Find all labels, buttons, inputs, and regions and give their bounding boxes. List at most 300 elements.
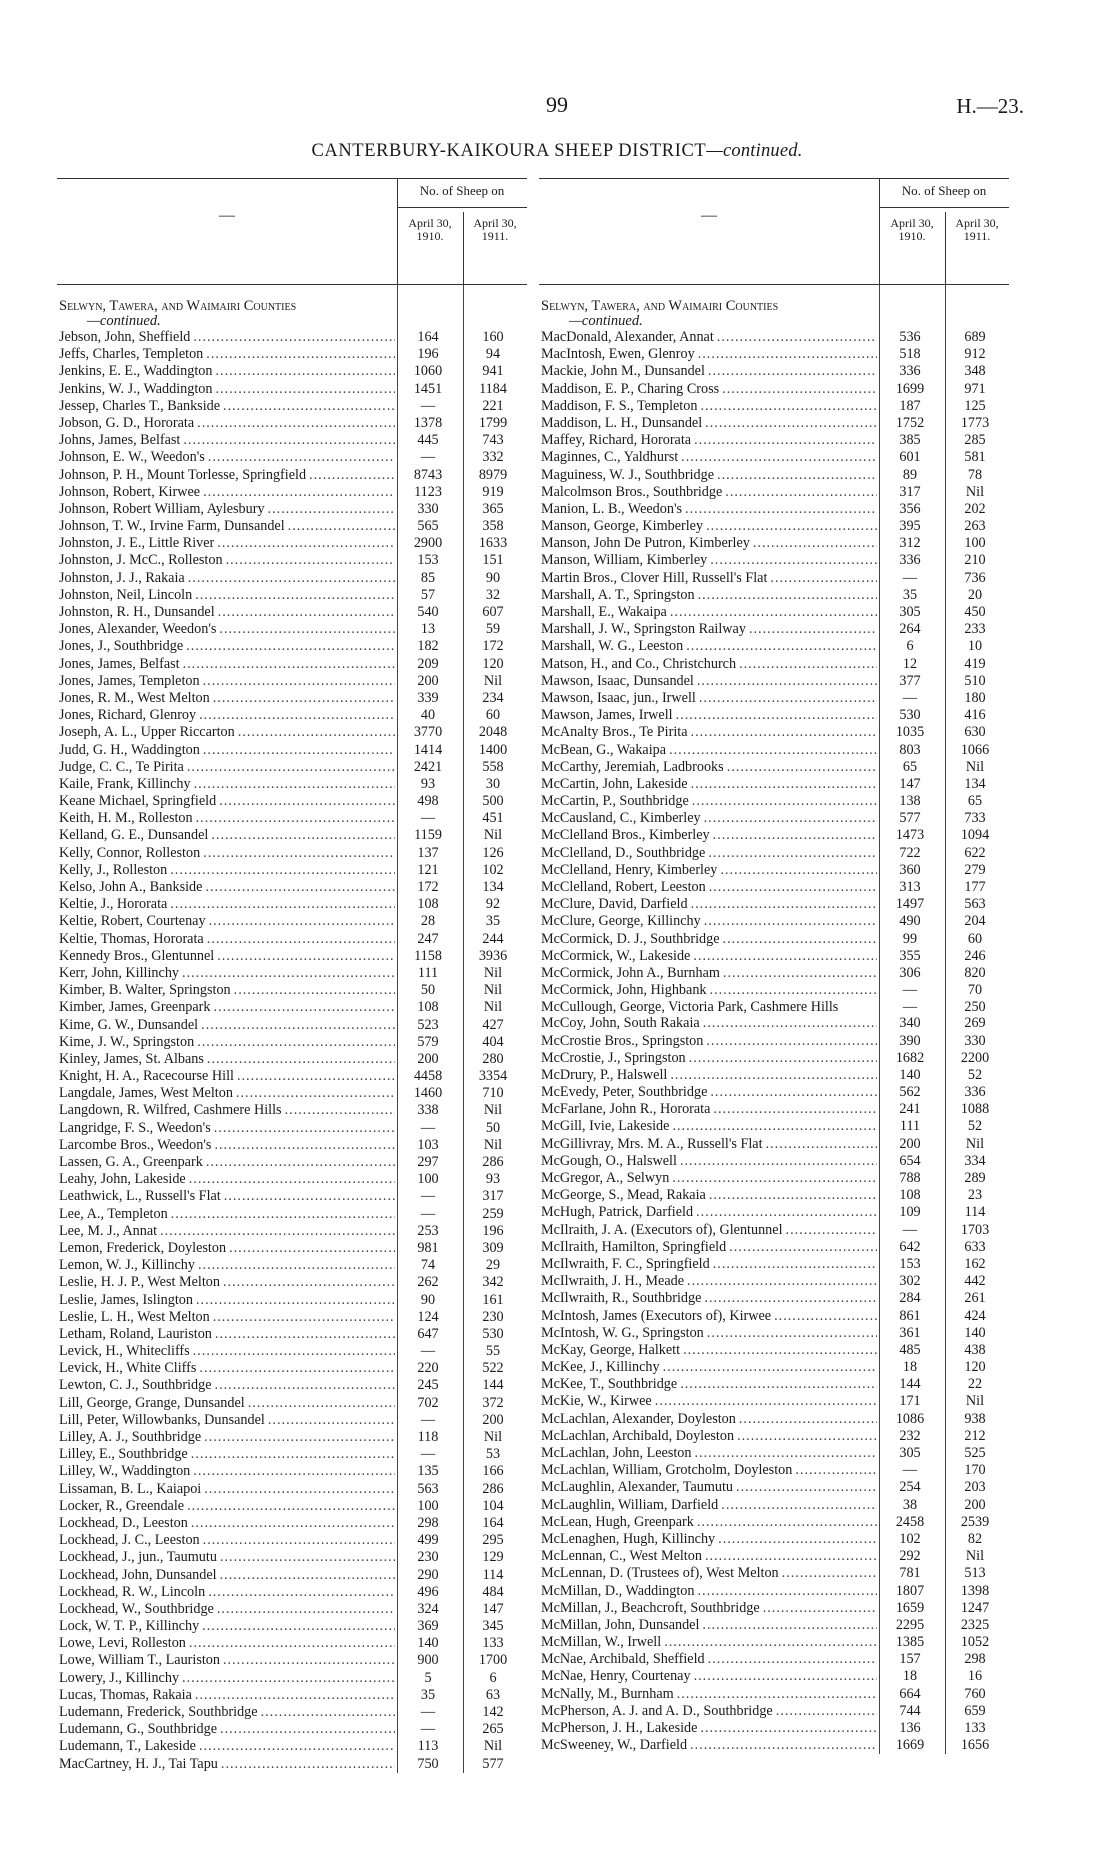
sheep-1910: 253	[417, 1222, 439, 1239]
owner-name-text: Ludemann, T., Lakeside	[59, 1738, 196, 1755]
owner-name	[539, 432, 877, 449]
owner-name-text: Joseph, A. L., Upper Riccarton	[59, 724, 235, 741]
sheep-1910: —	[420, 1721, 436, 1738]
sheep-1911: 280	[482, 1050, 504, 1067]
table-row	[57, 742, 527, 759]
table-row	[539, 1651, 1009, 1668]
owner-name	[57, 913, 395, 930]
sheep-1911: 265	[482, 1721, 504, 1738]
sheep-1910: 562	[899, 1084, 921, 1101]
sheep-1911: Nil	[965, 483, 985, 500]
sheep-1910: 111	[899, 1118, 921, 1135]
table-row	[539, 1514, 1009, 1531]
owner-name	[539, 570, 877, 587]
owner-name-text: McLennan, C., West Melton	[541, 1548, 702, 1565]
owner-name	[539, 1634, 877, 1651]
table-row	[539, 896, 1009, 913]
sheep-1910: 390	[899, 1032, 921, 1049]
owner-name	[57, 501, 395, 518]
sheep-1910: 93	[420, 775, 436, 792]
leader-dots	[701, 1290, 877, 1307]
owner-name-text: McClelland, D., Southbridge	[541, 844, 706, 861]
owner-name	[57, 1206, 395, 1223]
owner-name	[57, 724, 395, 741]
sheep-1911: 23	[967, 1187, 983, 1204]
table-row	[539, 1497, 1009, 1514]
owner-name	[57, 1498, 395, 1515]
sheep-1910: 377	[899, 672, 921, 689]
owner-name	[539, 604, 877, 621]
leader-dots	[677, 1376, 877, 1393]
owner-name	[57, 1034, 395, 1051]
sheep-1911: 134	[482, 879, 504, 895]
owner-name-text: Ludemann, Frederick, Southbridge	[59, 1704, 258, 1720]
sheep-1911: 365	[482, 500, 504, 517]
sheep-1910: 722	[899, 844, 921, 861]
owner-name	[57, 1635, 395, 1652]
owner-name	[539, 535, 877, 552]
sheep-1910: 65	[902, 758, 918, 775]
owner-name	[57, 656, 395, 673]
owner-name-text: Levick, H., White Cliffs	[59, 1360, 197, 1377]
table-row	[57, 501, 527, 518]
sheep-1911: Nil	[483, 672, 503, 689]
sheep-1911: Nil	[483, 1136, 503, 1153]
sheep-1910: 445	[417, 432, 439, 449]
owner-name	[539, 1497, 877, 1514]
table-row	[539, 1359, 1009, 1376]
owner-name	[539, 793, 877, 810]
sheep-1911: 250	[964, 999, 986, 1016]
owner-name	[539, 467, 877, 484]
owner-name-text: Lill, George, Grange, Dunsandel	[59, 1394, 245, 1411]
owner-name	[57, 742, 395, 759]
table-row	[57, 1223, 527, 1240]
sheep-1910: 38	[902, 1496, 918, 1513]
owner-name-text: McNally, M., Burnham	[541, 1685, 674, 1702]
sheep-1910: —	[902, 569, 918, 586]
leader-dots	[703, 518, 877, 535]
leader-dots	[707, 1084, 877, 1101]
leader-dots	[706, 879, 877, 896]
owner-name-text: McCartin, P., Southbridge	[541, 793, 689, 810]
leader-dots	[694, 673, 877, 690]
sheep-1911: 510	[964, 672, 986, 689]
leader-dots	[210, 1309, 395, 1326]
leader-dots	[212, 1326, 395, 1343]
sheep-1911: 8979	[478, 466, 508, 483]
owner-name	[57, 1377, 395, 1394]
owner-name-text: Jessep, Charles T., Bankside	[59, 397, 221, 414]
sheep-1910: 861	[899, 1307, 921, 1324]
sheep-1911: 1773	[960, 414, 990, 431]
owner-name-text: McKie, W., Kirwee	[541, 1393, 652, 1410]
sheep-1911: 1094	[960, 827, 990, 844]
owner-name-text: Maginnes, C., Yaldhurst	[541, 449, 679, 466]
sheep-1911: 170	[964, 1462, 986, 1479]
table-row	[57, 810, 527, 827]
sheep-1910: 306	[899, 964, 921, 981]
leader-dots	[282, 1102, 395, 1119]
leader-dots	[694, 1583, 877, 1600]
leader-dots	[695, 587, 877, 604]
owner-name-text: McNae, Henry, Courtenay	[541, 1668, 691, 1685]
sheep-1910: 297	[417, 1154, 439, 1170]
owner-name-text: Knight, H. A., Racecourse Hill	[59, 1068, 234, 1085]
table-row	[539, 1720, 1009, 1737]
owner-name-text: Jenkins, W. J., Waddington	[59, 380, 213, 397]
sheep-1911: 200	[482, 1411, 504, 1428]
table-row	[539, 1479, 1009, 1496]
owner-name	[539, 1583, 877, 1600]
leader-dots	[179, 1670, 395, 1687]
leader-dots	[196, 707, 395, 724]
sheep-1910: 209	[417, 655, 439, 672]
leader-dots	[190, 329, 395, 346]
owner-name	[57, 776, 395, 793]
sheep-1911: 53	[485, 1446, 501, 1463]
sheep-1910: 530	[899, 707, 921, 724]
table-row	[539, 1067, 1009, 1084]
owner-name	[57, 398, 395, 415]
owner-name-text: Jones, J., Southbridge	[59, 638, 184, 655]
owner-name-text: Mawson, Isaac, Dunsandel	[541, 672, 694, 689]
leader-dots	[234, 1068, 395, 1085]
owner-name-text: McDrury, P., Halswell	[541, 1066, 668, 1083]
table-row	[539, 1153, 1009, 1170]
owner-name	[539, 810, 877, 827]
sheep-1911: 140	[964, 1324, 986, 1341]
owner-name	[57, 1704, 395, 1721]
owner-name-text: McMillan, W., Irwell	[541, 1634, 662, 1651]
leader-dots	[258, 1704, 395, 1721]
sheep-1911: 82	[967, 1530, 983, 1547]
table-row	[539, 1222, 1009, 1239]
sheep-1911: 230	[482, 1308, 504, 1325]
owner-name-text: Langdown, R. Wilfred, Cashmere Hills	[59, 1102, 282, 1119]
sheep-1911: Nil	[483, 827, 503, 844]
owner-name-text: McKay, George, Halkett	[541, 1341, 681, 1358]
leader-dots	[720, 965, 877, 982]
sheep-1911: 244	[482, 930, 504, 947]
sheep-1911: 820	[964, 964, 986, 981]
table-row	[57, 1171, 527, 1188]
sheep-1910: 369	[417, 1618, 439, 1635]
sheep-1910: 108	[417, 896, 439, 913]
sheep-1910: 305	[899, 604, 921, 620]
sheep-1910: 200	[417, 672, 439, 689]
owner-name-text: McPherson, J. H., Lakeside	[541, 1720, 698, 1736]
sheep-1910: 121	[417, 861, 439, 878]
owner-name	[539, 1359, 877, 1376]
sheep-1910: 99	[902, 930, 918, 947]
sheep-1910: 74	[420, 1257, 436, 1274]
table-row	[539, 1393, 1009, 1410]
owner-name-text: MacDonald, Alexander, Annat	[541, 329, 714, 345]
owner-name-text: Lockhead, J. C., Leeston	[59, 1532, 200, 1549]
table-row	[57, 1137, 527, 1154]
table-row	[539, 1703, 1009, 1720]
leader-dots	[306, 467, 395, 484]
table-row	[539, 432, 1009, 449]
sheep-1911: 941	[482, 363, 504, 380]
owner-name-text: Lowe, Levi, Rolleston	[59, 1635, 186, 1652]
sheep-1911: 22	[967, 1376, 983, 1393]
owner-name	[539, 363, 877, 380]
owner-name-text: Jenkins, E. E., Waddington	[59, 363, 213, 380]
sheep-1910: —	[420, 449, 436, 466]
sheep-1911: 442	[964, 1273, 986, 1290]
owner-name-text: McGough, O., Halswell	[541, 1152, 677, 1169]
leader-dots	[191, 776, 395, 793]
table-row	[539, 1617, 1009, 1634]
sheep-1911: 348	[964, 363, 986, 380]
sheep-1910: —	[420, 1704, 436, 1720]
leader-dots	[690, 948, 877, 965]
owner-name-text: Lockhead, W., Southbridge	[59, 1600, 214, 1617]
sheep-1910: —	[420, 1446, 436, 1463]
table-row	[57, 1704, 527, 1721]
table-row	[539, 1033, 1009, 1050]
owner-name	[57, 1446, 395, 1463]
owner-name	[57, 1721, 395, 1738]
sheep-1911: 530	[482, 1325, 504, 1342]
owner-name-text: McBean, G., Wakaipa	[541, 741, 667, 758]
leader-dots	[205, 1584, 395, 1601]
owner-name	[539, 1325, 877, 1342]
sheep-1911: 203	[964, 1479, 986, 1496]
sheep-count-header: No. of Sheep on	[419, 183, 505, 198]
owner-name	[57, 862, 395, 879]
sheep-1911: 513	[964, 1565, 986, 1582]
table-row	[57, 415, 527, 432]
sheep-1911: 633	[964, 1238, 986, 1255]
table-row	[57, 1738, 527, 1755]
table-row	[57, 398, 527, 415]
leader-dots	[689, 793, 877, 810]
owner-name	[57, 982, 395, 999]
table-row	[57, 759, 527, 776]
leader-dots	[736, 656, 877, 673]
sheep-1911: 172	[482, 638, 504, 655]
sheep-1910: 523	[417, 1016, 439, 1033]
table-row	[57, 604, 527, 621]
owner-name-text: Langridge, F. S., Weedon's	[59, 1119, 211, 1136]
owner-name	[57, 1240, 395, 1257]
table-row	[539, 1239, 1009, 1256]
table-row	[57, 982, 527, 999]
owner-name-text: McEvedy, Peter, Southbridge	[541, 1084, 708, 1101]
leader-dots	[214, 1601, 395, 1618]
title-main: CANTERBURY-KAIKOURA SHEEP DISTRICT	[311, 141, 707, 161]
owner-name	[57, 1017, 395, 1034]
table-row	[57, 1360, 527, 1377]
table-row	[539, 1290, 1009, 1307]
sheep-1911: 971	[964, 380, 986, 397]
sheep-1910: 40	[420, 707, 436, 724]
sheep-1911: 659	[964, 1702, 986, 1719]
leader-dots	[710, 827, 877, 844]
owner-name	[539, 1170, 877, 1187]
owner-name	[539, 1153, 877, 1170]
sheep-1910: 220	[417, 1360, 439, 1377]
table-row	[539, 913, 1009, 930]
owner-name-text: Kinley, James, St. Albans	[59, 1050, 204, 1067]
leader-dots	[192, 1687, 395, 1704]
owner-name	[57, 810, 395, 827]
leader-dots	[265, 1412, 395, 1429]
sheep-1911: 1400	[478, 741, 508, 758]
sheep-1911: 59	[485, 621, 501, 638]
table-row	[57, 1601, 527, 1618]
leader-dots	[199, 1618, 395, 1635]
sheep-1910: 702	[417, 1394, 439, 1411]
table-row	[57, 1051, 527, 1068]
sheep-1911: 202	[964, 500, 986, 517]
owner-name	[57, 999, 395, 1016]
owner-name-text: Manson, John De Putron, Kimberley	[541, 535, 750, 552]
table-row	[57, 1515, 527, 1532]
owner-name-text: Johnson, Robert, Kirwee	[59, 483, 201, 500]
sheep-1911: 710	[482, 1085, 504, 1102]
sheep-1911: 104	[482, 1497, 504, 1514]
sheep-1910: 579	[417, 1033, 439, 1050]
leader-dots	[767, 570, 877, 587]
sheep-1911: 295	[482, 1532, 504, 1549]
owner-name	[57, 638, 395, 655]
sheep-1910: 153	[417, 552, 439, 569]
owner-name-text: McAnalty Bros., Te Pirita	[541, 724, 688, 741]
sheep-1910: 1659	[895, 1599, 925, 1616]
leader-dots	[203, 346, 395, 363]
sheep-1910: 664	[899, 1685, 921, 1702]
table-row	[57, 1206, 527, 1223]
page-title	[0, 141, 1114, 162]
owner-name-text: Mawson, Isaac, jun., Irwell	[541, 689, 696, 706]
owner-name-text: McKee, J., Killinchy	[541, 1359, 660, 1376]
sheep-1911: 332	[482, 449, 504, 466]
table-row	[539, 638, 1009, 655]
owner-name-text: Keltie, J., Hororata	[59, 896, 168, 913]
owner-name	[57, 1618, 395, 1635]
table-row	[539, 1118, 1009, 1135]
owner-name-text: Jones, James, Templeton	[59, 672, 200, 689]
sheep-1911: 298	[964, 1651, 986, 1668]
owner-name-text: Jebson, John, Sheffield	[59, 329, 191, 345]
table-row	[57, 690, 527, 707]
right-column	[539, 178, 1009, 1754]
leader-dots	[200, 742, 395, 759]
leader-dots	[180, 432, 395, 449]
sheep-1910: 247	[417, 930, 439, 947]
table-row	[539, 621, 1009, 638]
owner-name	[57, 1343, 395, 1360]
leader-dots	[233, 1085, 395, 1102]
sheep-1911: 309	[482, 1239, 504, 1256]
owner-name	[539, 1720, 877, 1737]
sheep-1910: 5	[424, 1669, 432, 1686]
owner-name	[57, 329, 395, 346]
table-row	[539, 810, 1009, 827]
owner-name	[57, 415, 395, 432]
sheep-1911: 114	[964, 1204, 986, 1221]
table-row	[57, 1584, 527, 1601]
owner-name-text: Maffey, Richard, Hororata	[541, 432, 692, 449]
sheep-1911: 246	[964, 947, 986, 964]
sheep-1910: 518	[899, 346, 921, 363]
sheep-1910: 6	[906, 638, 914, 655]
sheep-1910: 164	[417, 329, 439, 345]
table-row	[57, 896, 527, 913]
owner-name-text: Levick, H., Whitecliffs	[59, 1343, 190, 1360]
leader-dots	[216, 793, 395, 810]
table-row	[57, 793, 527, 810]
sheep-1911: 20	[967, 586, 983, 603]
owner-name-text: McGregor, A., Selwyn	[541, 1170, 670, 1186]
owner-name	[57, 1068, 395, 1085]
sheep-1911: 93	[485, 1171, 501, 1188]
sheep-1911: 114	[482, 1566, 504, 1583]
sheep-1911: Nil	[965, 1548, 985, 1565]
table-row	[57, 570, 527, 587]
owner-name-text: McPherson, A. J. and A. D., Southbridge	[541, 1702, 773, 1719]
table-row	[539, 1101, 1009, 1118]
owner-name	[539, 1101, 877, 1118]
sheep-1910: 8743	[413, 466, 443, 483]
table-row	[57, 329, 527, 346]
table-row	[539, 673, 1009, 690]
sheep-1911: Nil	[483, 1738, 503, 1755]
owner-name	[539, 1239, 877, 1256]
table-row	[539, 1376, 1009, 1393]
leader-dots	[733, 1479, 877, 1496]
leader-dots	[200, 484, 395, 501]
leader-dots	[210, 690, 395, 707]
owner-name	[539, 1651, 877, 1668]
owner-name-text: McLachlan, John, Leeston	[541, 1445, 692, 1461]
table-row	[539, 724, 1009, 741]
owner-name-text: McIlwraith, J. H., Meade	[541, 1273, 685, 1290]
table-row	[539, 1600, 1009, 1617]
leader-dots	[190, 1343, 395, 1360]
sheep-1910: —	[420, 1343, 436, 1360]
leader-dots	[205, 449, 395, 466]
leader-dots	[705, 845, 877, 862]
owner-name-text: McCarthy, Jeremiah, Ladbrooks	[541, 758, 724, 775]
table-row	[57, 1532, 527, 1549]
sheep-1910: 12	[902, 655, 918, 672]
sheep-1911: 52	[967, 1118, 983, 1135]
sheep-1911: 134	[964, 775, 986, 792]
sheep-1910: 108	[417, 999, 439, 1016]
owner-name-text: Kerr, John, Killinchy	[59, 964, 180, 981]
sheep-1911: 342	[482, 1274, 504, 1291]
table-row	[57, 1017, 527, 1034]
leader-dots	[212, 381, 395, 398]
owner-name-text: McMillan, John, Dunsandel	[541, 1616, 700, 1633]
owner-name-text: Lockhead, R. W., Lincoln	[59, 1583, 206, 1600]
owner-name-text: Jobson, G. D., Hororata	[59, 414, 195, 431]
section-continued: —continued.	[569, 313, 643, 329]
sheep-1910: 750	[417, 1755, 439, 1772]
sheep-1911: 1088	[960, 1101, 990, 1118]
sheep-1910: 361	[899, 1324, 921, 1341]
sheep-1910: 230	[417, 1549, 439, 1566]
sheep-1911: 161	[482, 1291, 504, 1308]
sheep-1911: 164	[482, 1514, 504, 1531]
leader-dots	[214, 535, 395, 552]
owner-name	[539, 724, 877, 741]
